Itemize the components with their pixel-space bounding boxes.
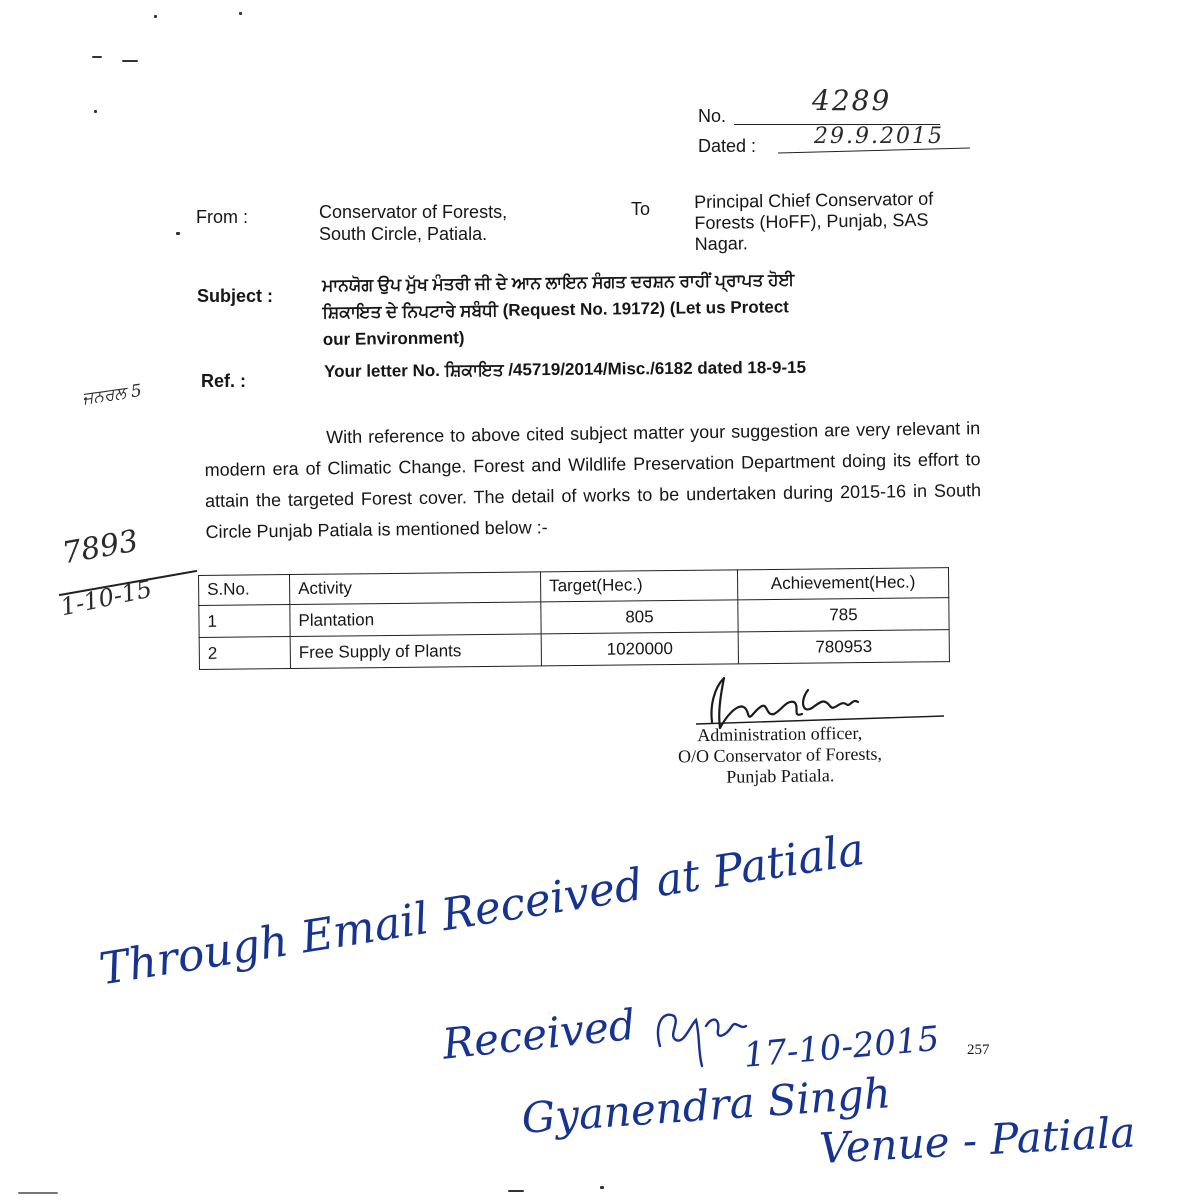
- table-cell: Free Supply of Plants: [290, 634, 541, 669]
- scan-speck: [94, 110, 97, 113]
- dated-value: 29.9.2015: [814, 124, 944, 149]
- scan-speck: [508, 1190, 524, 1192]
- ref-label: Ref. :: [201, 371, 246, 391]
- table-cell: 805: [541, 600, 738, 634]
- works-table: [198, 567, 950, 670]
- from-label: From :: [196, 207, 248, 227]
- scan-speck: [122, 60, 138, 62]
- scan-speck: [176, 232, 180, 235]
- table-row: [199, 630, 949, 670]
- subject-line-2: ਸ਼ਿਕਾਇਤ ਦੇ ਨਿਪਟਾਰੇ ਸਬੰਧੀ (Request No. 19172) (Let us Protect: [322, 297, 789, 322]
- table-cell: 1020000: [541, 632, 738, 666]
- to-label: To: [631, 199, 651, 219]
- scan-speck: [239, 12, 242, 15]
- signature-block: [640, 722, 921, 789]
- body-text: With reference to above cited subject matter your suggestion are very relevant in modern era of Climatic Change. Forest and Wildlife Preservation Department doing its effort to attain the targeted Forest cover. The detail of works to be undertaken during 2015-16 in South Circle Punjab Patiala is mentioned below :-: [204, 418, 982, 542]
- table-header: S.No.: [199, 575, 290, 606]
- table-header: Activity: [290, 572, 541, 605]
- handwritten-received: Received: [440, 999, 638, 1069]
- letter-number-value: 4289: [812, 84, 892, 117]
- to-line-2: Forests (HoFF), Punjab, SAS: [694, 209, 929, 233]
- table-cell: 1: [199, 605, 290, 638]
- signature-line-2: O/O Conservator of Forests,: [677, 743, 883, 767]
- inward-number: 7893: [59, 523, 141, 572]
- page-number: 257: [967, 1042, 990, 1058]
- handwritten-venue: Venue - Patiala: [818, 1107, 1137, 1173]
- margin-note: ਜਨਰਲ 5: [80, 380, 144, 410]
- table-cell: 2: [199, 637, 290, 670]
- to-address: [694, 189, 934, 255]
- handwritten-receipt-line: Through Email Received at Patiala: [96, 824, 868, 996]
- table-header: Achievement(Hec.): [737, 568, 948, 600]
- subject-line-1: ਮਾਨਯੋਗ ਉਪ ਮੁੱਖ ਮੰਤਰੀ ਜੀ ਦੇ ਆਨ ਲਾਇਨ ਸੰਗਤ ਦਰਸ਼ਨ ਰਾਹੀਂ ਪ੍ਰਾਪਤ ਹੋਈ: [322, 270, 795, 295]
- body-paragraph: [204, 413, 982, 548]
- letter-number-label: No.: [698, 106, 727, 126]
- table-cell: 785: [738, 598, 949, 632]
- signature-line-3: Punjab Patiala.: [726, 765, 835, 787]
- subject-label: Subject :: [197, 286, 274, 306]
- scan-speck: [92, 56, 102, 58]
- scan-edge: [18, 1192, 58, 1194]
- handwritten-name: Gyanendra Singh: [520, 1068, 893, 1143]
- to-line-1: Principal Chief Conservator of: [694, 188, 934, 212]
- from-line-2: South Circle, Patiala.: [319, 224, 488, 244]
- from-line-1: Conservator of Forests,: [319, 202, 508, 222]
- to-line-3: Nagar.: [694, 233, 748, 254]
- scan-speck: [154, 15, 157, 18]
- dated-label: Dated :: [698, 136, 757, 156]
- scan-speck: [600, 1186, 604, 1189]
- table-cell: Plantation: [290, 602, 541, 637]
- table-cell: 780953: [738, 630, 949, 664]
- ref-text: Your letter No. ਸ਼ਿਕਾਇਤ /45719/2014/Misc./6182 dated 18-9-15: [324, 357, 807, 381]
- table-header: Target(Hec.): [540, 570, 737, 602]
- subject-text: [322, 266, 795, 353]
- handwritten-date: 17-10-2015: [742, 1018, 941, 1076]
- subject-line-3: our Environment): [322, 328, 465, 349]
- signature-line-1: Administration officer,: [697, 722, 863, 746]
- inward-date: 1-10-15: [58, 574, 155, 622]
